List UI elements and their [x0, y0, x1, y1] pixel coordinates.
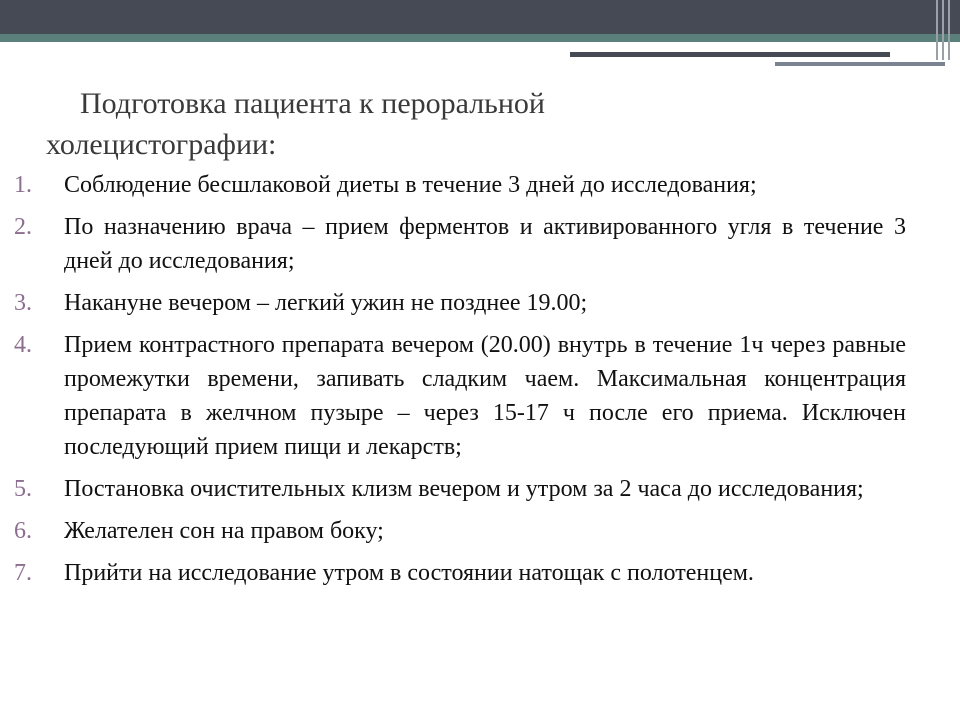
list-item — [14, 472, 906, 506]
list-number: 1. — [14, 172, 32, 198]
list-text: Желателен сон на правом боку; — [64, 518, 384, 544]
list-item — [14, 556, 906, 590]
list-text: Прием контрастного препарата вечером (20.00) внутрь в течение 1ч через равные промежутки времени, запивать сладким чаем. Максимальная концентрация препарата в желчном пузыре – через 15-17 ч после его приема. Исключен последующий прием пищи и лекарств; — [64, 332, 906, 460]
header-bar — [0, 0, 960, 34]
list-item — [14, 328, 906, 464]
list-number: 2. — [14, 214, 32, 240]
preparation-list — [14, 168, 906, 598]
page-title: Подготовка пациента к пероральной — [80, 87, 545, 120]
list-text: Постановка очистительных клизм вечером и утром за 2 часа до исследования; — [64, 476, 864, 502]
accent-line-secondary — [775, 62, 945, 66]
page-title-continued: холецистографии: — [46, 128, 277, 161]
list-text: Прийти на исследование утром в состоянии натощак с полотенцем. — [64, 560, 754, 586]
list-item — [14, 168, 906, 202]
list-number: 5. — [14, 476, 32, 502]
accent-line — [570, 52, 890, 57]
list-number: 4. — [14, 332, 32, 358]
list-number: 6. — [14, 518, 32, 544]
list-text: Соблюдение бесшлаковой диеты в течение 3 дней до исследования; — [64, 172, 757, 198]
header-stripe — [0, 34, 960, 42]
list-number: 3. — [14, 290, 32, 316]
list-text: Накануне вечером – легкий ужин не позднее 19.00; — [64, 290, 588, 316]
list-item — [14, 514, 906, 548]
list-item — [14, 210, 906, 278]
list-text: По назначению врача – прием ферментов и активированного угля в течение 3 дней до исследования; — [64, 214, 906, 274]
list-item — [14, 286, 906, 320]
corner-decoration — [934, 0, 956, 60]
list-number: 7. — [14, 560, 32, 586]
